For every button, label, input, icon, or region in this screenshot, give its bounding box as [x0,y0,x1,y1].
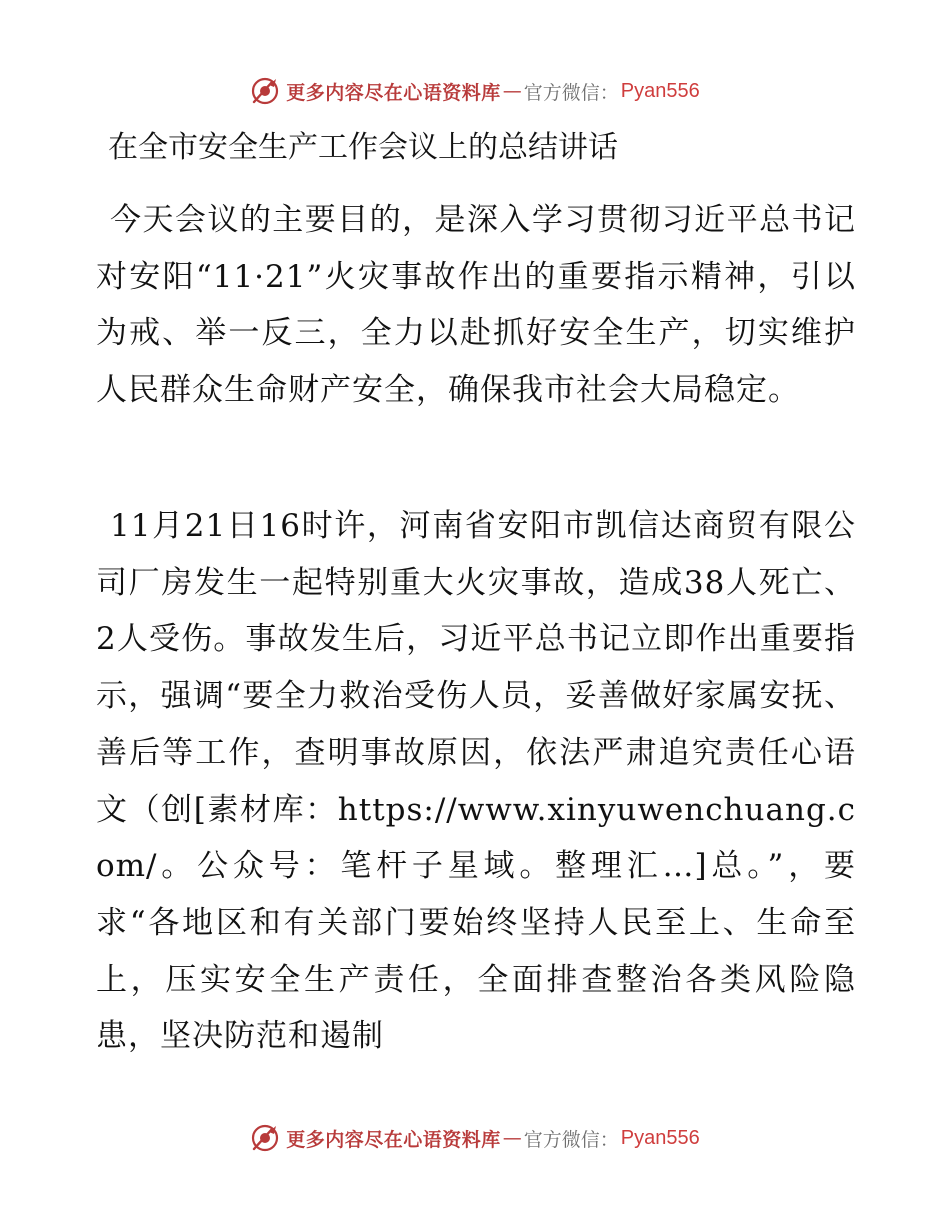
banner-wechat-id: Pyan556 [620,1126,700,1149]
paragraph-incident: 11月21日16时许，河南省安阳市凯信达商贸有限公司厂房发生一起特别重大火灾事故，造成38人死亡、2人受伤。事故发生后，习近平总书记立即作出重要指示，强调“要全力救治受伤人员，妥善做好家属安抚、善后等工作，查明事故原因，依法严肃追究责任心语文（创[素材库：https://www.xinyuwenchuang.com/。公众号：笔杆子星域。整理汇…]总。”，要求“各地区和有关部门要始终坚持人民至上、生命至上，压实安全生产责任，全面排查整治各类风险隐患，坚决防范和遏制 [96,508,856,1055]
banner-separator: — [502,80,522,102]
quill-circle-icon [250,1123,280,1153]
banner-wechat-label: 官方微信： [523,81,619,104]
quill-circle-icon [250,76,280,106]
banner-wechat-id: Pyan556 [620,79,700,102]
paragraph-intro: 今天会议的主要目的，是深入学习贯彻习近平总书记对安阳“11·21”火灾事故作出的重要指示精神，引以为戒、举一反三，全力以赴抓好安全生产，切实维护人民群众生命财产安全，确保我市社会大局稳定。 [96,202,856,409]
header-watermark-banner [0,71,950,111]
document-title: 在全市安全生产工作会议上的总结讲话 [108,130,618,165]
banner-site-text: 更多内容尽在心语资料库 [286,1128,501,1151]
banner-site-text: 更多内容尽在心语资料库 [286,81,501,104]
footer-watermark-banner [0,1118,950,1158]
banner-separator: — [502,1127,522,1149]
banner-wechat-label: 官方微信： [523,1128,619,1151]
